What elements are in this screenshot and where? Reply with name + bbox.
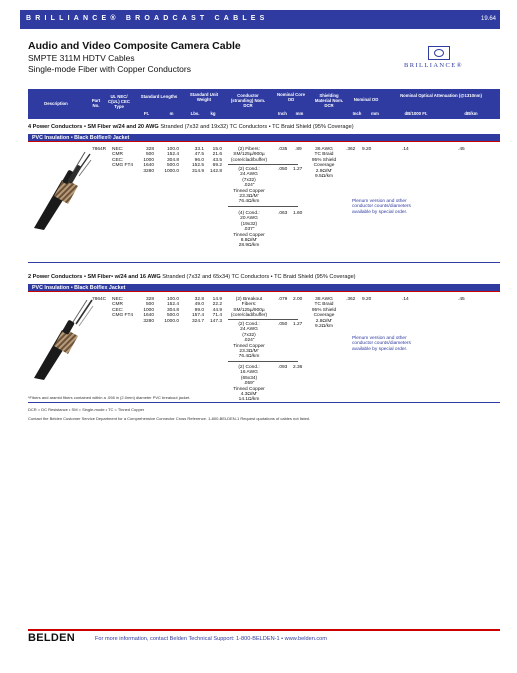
special-order-note bbox=[352, 199, 411, 215]
shield-line: 9.5Ω/km bbox=[315, 174, 333, 180]
page-title: Audio and Video Composite Camera Cable bbox=[28, 40, 241, 52]
core-od-inch: .035 bbox=[278, 147, 288, 152]
length-m: 1000.0 bbox=[164, 318, 179, 324]
note-line: conductor counts/diameters bbox=[352, 341, 411, 347]
footnote-breakout: *Fibers and aramid fibers contained within a .098 in (2.0mm) diameter PVC breakout jacket. bbox=[28, 395, 191, 400]
conductor-line: .059" bbox=[243, 381, 255, 387]
col-db-1000ft: dB/1000 Ft. bbox=[404, 111, 428, 116]
core-od-mm: 1.60 bbox=[293, 211, 303, 216]
length-ft: 1000 bbox=[143, 307, 154, 313]
lengths-m bbox=[157, 297, 179, 324]
col-shielding: Shielding Material Nom. DCR bbox=[314, 93, 344, 108]
col-conductor: Conductor (stranding) Nom. DCR bbox=[230, 93, 266, 108]
note-line: Plenum version and other bbox=[352, 336, 407, 341]
conductor-line: (core/clad/buffer) bbox=[230, 313, 268, 319]
col-core-mm: mm bbox=[295, 111, 304, 116]
insulation-band bbox=[28, 134, 500, 142]
weight-lbs: 152.5 bbox=[191, 163, 204, 169]
conductor-line: SM/125µ/900µ bbox=[233, 152, 265, 158]
section-divider bbox=[28, 262, 500, 263]
core-od-inch: .050 bbox=[278, 167, 288, 172]
type-entry: NEC: bbox=[112, 297, 124, 302]
conductor-line: .024" bbox=[243, 183, 255, 189]
page-number: 19.64 bbox=[480, 16, 496, 22]
note-line: conductor counts/diameters bbox=[352, 204, 411, 210]
od-inch: .362 bbox=[346, 297, 356, 302]
weight-lbs: 314.9 bbox=[191, 168, 204, 174]
conductor-line: 24 AWG bbox=[240, 327, 258, 333]
conductor-line: Tinned Copper bbox=[233, 386, 265, 392]
length-m: 152.4 bbox=[166, 152, 179, 158]
conductor-line: .037" bbox=[243, 227, 255, 233]
core-od-mm: 2.00 bbox=[293, 297, 303, 302]
conductor-group bbox=[226, 147, 272, 163]
od-inch: .362 bbox=[346, 147, 356, 152]
attn-db-km: .45 bbox=[458, 147, 465, 152]
col-m: m bbox=[169, 111, 174, 116]
conductor-line: 23.3Ω/M' bbox=[239, 194, 259, 200]
conductor-group bbox=[226, 167, 272, 205]
shield-line: 9.2Ω/km bbox=[315, 324, 333, 330]
footnote-contact: Contact the Belden Customer Service Department for a Comprehensive Connector Cross Reference. 1-800-BELDEN-1 Request quotations of cables not listed. bbox=[28, 416, 311, 421]
shield-spec bbox=[306, 147, 342, 179]
col-core-od: Nominal Core OD bbox=[277, 92, 305, 102]
weight-lbs: 32.8 bbox=[194, 297, 204, 302]
type-entry: CEC: bbox=[112, 307, 124, 313]
length-ft: 500 bbox=[145, 152, 154, 158]
section-divider bbox=[28, 402, 500, 403]
weight-lbs: 96.0 bbox=[194, 157, 204, 163]
col-core-inch: Inch bbox=[278, 111, 287, 116]
length-ft: 3280 bbox=[143, 168, 154, 174]
header-band bbox=[20, 10, 500, 29]
brand-header: BRILLIANCE® BROADCAST CABLES bbox=[26, 15, 269, 22]
type-entry: CMG FT4 bbox=[112, 313, 134, 319]
conductor-line: Tinned Copper bbox=[233, 343, 265, 349]
conductor-line: .024" bbox=[243, 338, 255, 344]
footnote-abbreviations: DCR = DC Resistance • SM = Single-mode • TC = Tinned Copper bbox=[28, 407, 145, 412]
cable-image-7864r bbox=[32, 150, 92, 230]
weight-lbs: 324.7 bbox=[191, 318, 204, 324]
col-lbs: Lbs. bbox=[190, 111, 200, 116]
conductor-line: Tinned Copper bbox=[233, 232, 265, 238]
conductor-line: 28.9Ω/km bbox=[238, 243, 260, 249]
conductor-line: (core/clad/buffer) bbox=[230, 157, 268, 163]
type-list bbox=[112, 297, 133, 319]
conductor-line: (7x32) bbox=[242, 177, 256, 183]
length-m: 152.4 bbox=[166, 302, 179, 308]
weights-lbs bbox=[186, 147, 204, 174]
conductor-line: (65x34) bbox=[240, 375, 258, 381]
col-std-lengths: Standard Lengths bbox=[140, 94, 178, 99]
type-entry: CMR bbox=[112, 152, 123, 158]
section-heading-bold: 2 Power Conductors • SM Fiber• w/24 and 16 AWG bbox=[28, 274, 161, 280]
weight-kg: 71.4 bbox=[212, 313, 222, 319]
lengths-ft bbox=[136, 297, 154, 324]
weight-lbs: 157.4 bbox=[191, 313, 204, 319]
conductor-group bbox=[226, 297, 272, 319]
length-ft: 3280 bbox=[143, 318, 154, 324]
conductor-group bbox=[226, 322, 272, 360]
footer-contact: For more information, contact Belden Technical Support: 1-800-BELDEN-1 • www.belden.com bbox=[95, 636, 327, 642]
belden-logo: BELDEN bbox=[28, 632, 76, 644]
conductor-line: 76.4Ω/km bbox=[238, 354, 260, 360]
brilliance-logo-text: BRILLIANCE® bbox=[404, 62, 463, 69]
conductor-line: 20 AWG bbox=[240, 216, 258, 222]
conductor-line: (7x32) bbox=[242, 332, 256, 338]
length-m: 500.0 bbox=[166, 163, 179, 169]
weight-lbs: 49.0 bbox=[194, 302, 204, 308]
od-mm: 9.20 bbox=[362, 297, 372, 302]
insulation-label: PVC Insulation • Black Bolflex® Jacket bbox=[32, 135, 130, 141]
shield-line: 36 AWG bbox=[315, 147, 333, 152]
weight-kg: 14.9 bbox=[212, 297, 222, 302]
length-m: 304.8 bbox=[166, 307, 179, 313]
col-nominal-od: Nominal OD bbox=[353, 97, 379, 102]
col-description: Description bbox=[44, 101, 68, 106]
conductor-line: 8.8Ω/M' bbox=[240, 238, 258, 244]
attn-db-km: .45 bbox=[458, 297, 465, 302]
shield-line: 95% Shield bbox=[311, 307, 337, 313]
type-entry: CMR bbox=[112, 302, 123, 308]
col-unit-weight: Standard Unit Weight bbox=[189, 92, 219, 102]
conductor-line: (2) Breakout bbox=[235, 297, 263, 302]
length-ft: 328 bbox=[145, 297, 154, 302]
col-optical-attn: Nominal Optical Attenuation (@1310nm) bbox=[400, 93, 482, 98]
part-number: 7864C bbox=[92, 297, 107, 302]
conductor-group bbox=[226, 365, 272, 403]
conductor-line: (2) Fibers: bbox=[238, 147, 260, 152]
col-kg: kg bbox=[210, 111, 216, 116]
subtitle-smpte: SMPTE 311M HDTV Cables bbox=[28, 53, 135, 63]
conductor-line: 16 AWG bbox=[240, 370, 258, 376]
col-ft: Ft. bbox=[143, 111, 150, 116]
weight-kg: 43.5 bbox=[212, 157, 222, 163]
core-od-inch: .079 bbox=[278, 297, 288, 302]
weight-kg: 15.0 bbox=[212, 147, 222, 152]
length-ft: 1640 bbox=[143, 163, 154, 169]
core-od-mm: 1.27 bbox=[293, 322, 303, 327]
conductor-line: (4) Cond.: bbox=[238, 211, 260, 216]
shield-line: 95% Shield bbox=[311, 157, 337, 163]
length-m: 1000.0 bbox=[164, 168, 179, 174]
col-db-km: dB/km bbox=[464, 111, 478, 116]
length-ft: 328 bbox=[145, 147, 154, 152]
section-heading-bold: 4 Power Conductors • SM Fiber w/24 and 20 AWG bbox=[28, 124, 159, 130]
conductor-line: SM/125µ/900µ bbox=[233, 307, 265, 313]
type-entry: NEC: bbox=[112, 147, 124, 152]
col-part-no: Part No. bbox=[91, 98, 101, 108]
lengths-m bbox=[157, 147, 179, 174]
shield-line: TC Braid bbox=[314, 302, 334, 308]
col-od-mm: mm bbox=[371, 111, 379, 116]
section-heading-2-conductors bbox=[28, 274, 500, 280]
length-m: 100.0 bbox=[166, 147, 179, 152]
attn-db-1000ft: .14 bbox=[402, 297, 409, 302]
special-order-note bbox=[352, 336, 411, 352]
core-od-inch: .050 bbox=[278, 322, 288, 327]
weight-kg: 69.2 bbox=[212, 163, 222, 169]
note-line: available by special order. bbox=[352, 346, 408, 352]
conductor-line: (2) Cond.: bbox=[238, 167, 260, 172]
weights-lbs bbox=[186, 297, 204, 324]
weight-lbs: 33.1 bbox=[194, 147, 204, 152]
weights-kg bbox=[206, 147, 222, 174]
core-od-mm: 1.27 bbox=[293, 167, 303, 172]
core-od-mm: .89 bbox=[295, 147, 302, 152]
shield-line: 2.9Ω/M' bbox=[315, 168, 333, 174]
core-od-inch: .063 bbox=[278, 211, 288, 216]
insulation-band bbox=[28, 284, 500, 292]
weight-kg: 44.9 bbox=[212, 307, 222, 313]
weight-kg: 142.8 bbox=[209, 168, 222, 174]
od-mm: 9.20 bbox=[362, 147, 372, 152]
note-line: Plenum version and other bbox=[352, 199, 407, 204]
core-od-mm: 2.36 bbox=[293, 365, 303, 370]
conductor-line: Fibers: bbox=[241, 302, 257, 308]
lengths-ft bbox=[136, 147, 154, 174]
weight-lbs: 99.0 bbox=[194, 307, 204, 313]
type-entry: CMG FT4 bbox=[112, 163, 134, 169]
section-heading-4-conductors bbox=[28, 124, 500, 130]
conductor-line: 76.4Ω/km bbox=[238, 199, 260, 205]
length-ft: 1000 bbox=[143, 157, 154, 163]
table-header bbox=[28, 89, 500, 119]
length-ft: 1640 bbox=[143, 313, 154, 319]
attn-db-1000ft: .14 bbox=[402, 147, 409, 152]
conductor-line: (2) Cond.: bbox=[238, 365, 260, 370]
weight-lbs: 47.5 bbox=[194, 152, 204, 158]
shield-line: Coverage bbox=[313, 163, 335, 169]
weight-kg: 21.6 bbox=[212, 152, 222, 158]
length-m: 500.0 bbox=[166, 313, 179, 319]
core-od-inch: .093 bbox=[278, 365, 288, 370]
length-m: 100.0 bbox=[166, 297, 179, 302]
conductor-line: 14.1Ω/km bbox=[238, 397, 260, 403]
shield-line: 2.8Ω/M' bbox=[315, 318, 333, 324]
conductor-line: 24 AWG bbox=[240, 172, 258, 178]
shield-line: TC Braid bbox=[314, 152, 334, 158]
length-m: 304.8 bbox=[166, 157, 179, 163]
shield-line: 38 AWG bbox=[315, 297, 333, 302]
col-ul-nec: UL NEC/ C(UL) CEC Type bbox=[108, 94, 130, 109]
part-number: 7864R bbox=[92, 147, 107, 152]
note-line: available by special order. bbox=[352, 209, 408, 215]
subtitle-fiber: Single-mode Fiber with Copper Conductors bbox=[28, 64, 191, 74]
conductor-group bbox=[226, 211, 272, 249]
conductor-line: (19x32) bbox=[240, 221, 258, 227]
footer-rule bbox=[28, 629, 500, 631]
type-list bbox=[112, 147, 133, 169]
length-ft: 500 bbox=[145, 302, 154, 308]
weight-kg: 147.3 bbox=[209, 318, 222, 324]
shield-line: Coverage bbox=[313, 313, 335, 319]
weight-kg: 22.2 bbox=[212, 302, 222, 308]
conductor-line: 23.3Ω/M' bbox=[239, 349, 259, 355]
conductor-line: Tinned Copper bbox=[233, 188, 265, 194]
section-heading-rest: Stranded (7x32 and 65x34) TC Conductors • TC Braid Shield (95% Coverage) bbox=[162, 274, 356, 280]
insulation-label: PVC Insulation • Black Bolflex Jacket bbox=[32, 285, 126, 291]
section-heading-rest: Stranded (7x32 and 19x32) TC Conductors • TC Braid Shield (95% Coverage) bbox=[160, 124, 354, 130]
weights-kg bbox=[206, 297, 222, 324]
conductor-line: 4.3Ω/M' bbox=[240, 392, 258, 398]
conductor-line: (2) Cond.: bbox=[238, 322, 260, 327]
shield-spec bbox=[306, 297, 342, 329]
type-entry: CEC: bbox=[112, 157, 124, 163]
brilliance-logo-icon bbox=[428, 46, 450, 60]
cable-image-7864c bbox=[32, 298, 94, 380]
col-od-inch: Inch bbox=[352, 111, 362, 116]
